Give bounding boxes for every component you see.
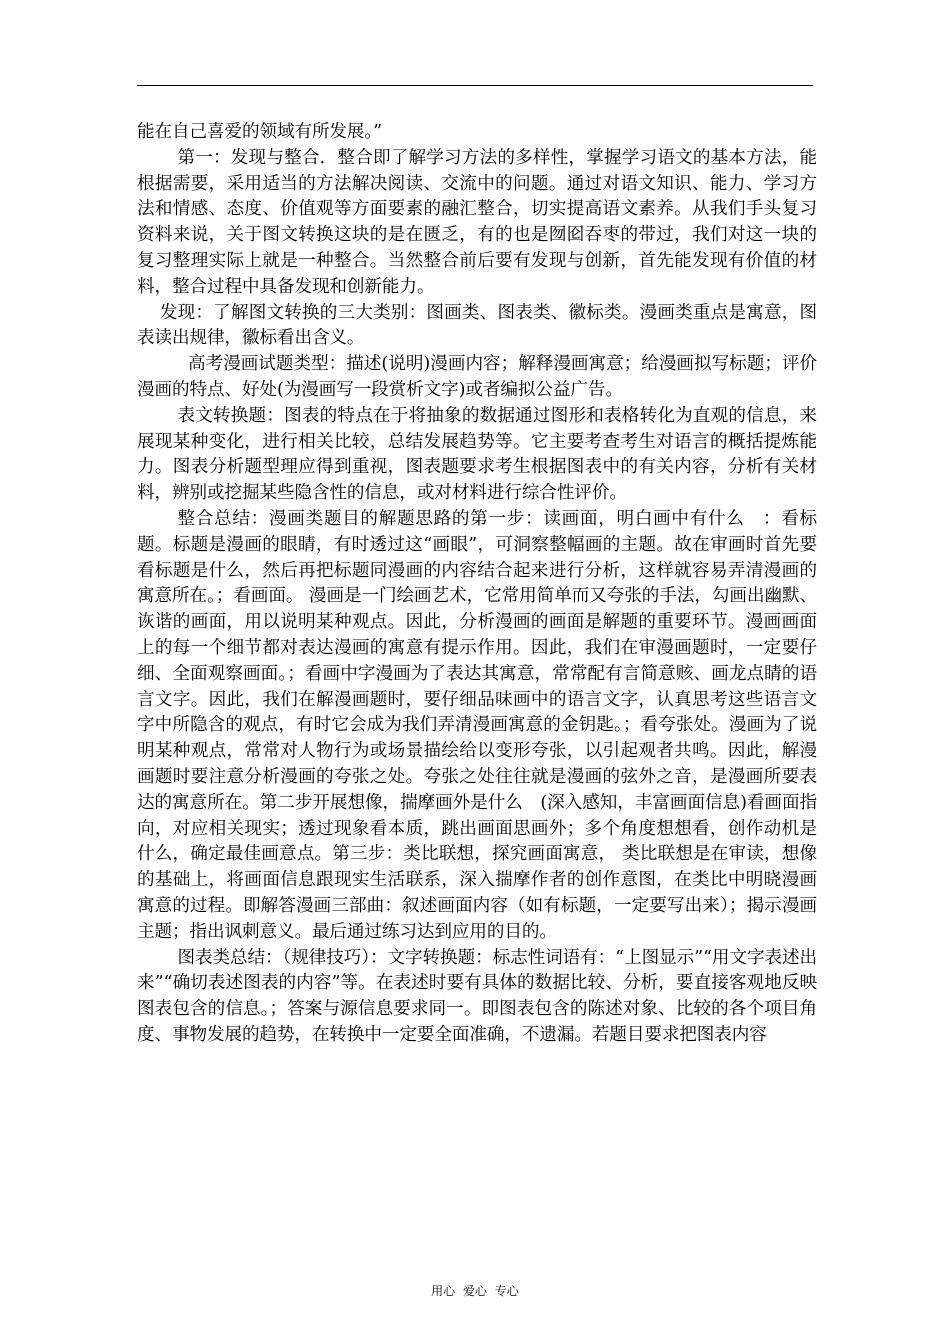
paragraph-chart-summary: 图表类总结：（规律技巧）：文字转换题：标志性词语有：“上图显示”“用文字表述出来”“确切表述图表的内容”等。在表述时要有具体的数据比较、分析，要直接客观地反映图表包含的信息。；答案与源信息要求同一。即图表包含的陈述对象、比较的各个项目角度、事物发展的趋势，在转换中一定要全面准确，不遗漏。若题目要求把图表内容 xyxy=(137,947,817,1045)
paragraph-table-text-conversion: 表文转换题：图表的特点在于将抽象的数据通过图形和表格转化为直观的信息，来展现某种变化，进行相关比较，总结发展趋势等。它主要考查考生对语言的概括提炼能力。图表分析题型理应得到重视，图表题要求考生根据图表中的有关内容，分析有关材料，辨别或挖掘某些隐含性的信息，或对材料进行综合性评价。 xyxy=(137,405,817,504)
paragraph-discovery-integration: 第一：发现与整合．整合即了解学习方法的多样性，掌握学习语文的基本方法，能根据需要，采用适当的方法解决阅读、交流中的问题。通过对语文知识、能力、学习方法和情感、态度、价值观等方面要素的融汇整合，切实提高语文素养。从我们手头复习资料来说，关于图文转换这块的是在匮乏，有的也是囫囵吞枣的带过，我们对这一块的复习整理实际上就是一种整合。当然整合前后要有发现与创新，首先能发现有价值的材料，整合过程中具备发现和创新能力。 xyxy=(137,147,817,297)
header-rule xyxy=(137,85,813,86)
body-text xyxy=(137,120,817,1049)
page-footer: 用心 爱心 专心 xyxy=(431,1284,519,1298)
paragraph-continuation: 能在自己喜爱的领域有所发展。” xyxy=(137,122,383,142)
paragraph-cartoon-question-types: 高考漫画试题类型：描述(说明)漫画内容；解释漫画寓意；给漫画拟写标题；评价漫画的特点、好处(为漫画写一段赏析文字)或者编拟公益广告。 xyxy=(137,354,817,400)
paragraph-discovery: 发现：了解图文转换的三大类别：图画类、图表类、徽标类。漫画类重点是寓意，图表读出规律，徽标看出含义。 xyxy=(137,302,817,349)
paragraph-integration-summary: 整合总结：漫画类题目的解题思路的第一步：读画面，明白画中有什么 ：看标题。标题是漫画的眼睛，有时透过这“画眼”，可洞察整幅画的主题。故在审画时首先要看标题是什么，然后再把标题同漫画的内容结合起来进行分析，这样就容易弄清漫画的寓意所在。；看画面。 漫画是一门绘画艺术，它常用简单而又夸张的手法，勾画出幽默、诙谐的画面，用以说明某种观点。因此，分析漫画的画面是解题的重要环节。漫画画面上的每一个细节都对表达漫画的寓意有提示作用。因此，我们在审漫画题时，一定要仔细、全面观察画面。；看画中字漫画为了表达其寓意，常常配有言简意赅、画龙点睛的语言文字。因此，我们在解漫画题时，要仔细品味画中的语言文字，认真思考这些语言文字中所隐含的观点，有时它会成为我们弄清漫画寓意的金钥匙。；看夸张处。漫画为了说明某种观点，常常对人物行为或场景描绘给以变形夸张，以引起观者共鸣。因此，解漫画题时要注意分析漫画的夸张之处。夸张之处往往就是漫画的弦外之音，是漫画所要表达的寓意所在。第二步开展想像，揣摩画外是什么 (深入感知，丰富画面信息)看画面指向，对应相关现实；透过现象看本质，跳出画面思画外；多个角度想想看，创作动机是什么，确定最佳画意点。第三步：类比联想，探究画面寓意， 类比联想是在审读，想像的基础上，将画面信息跟现实生活联系，深入揣摩作者的创作意图，在类比中明晓漫画寓意的过程。即解答漫画三部曲：叙述画面内容（如有标题，一定要写出来）；揭示漫画主题；指出讽刺意义。最后通过练习达到应用的目的。 xyxy=(137,508,817,942)
